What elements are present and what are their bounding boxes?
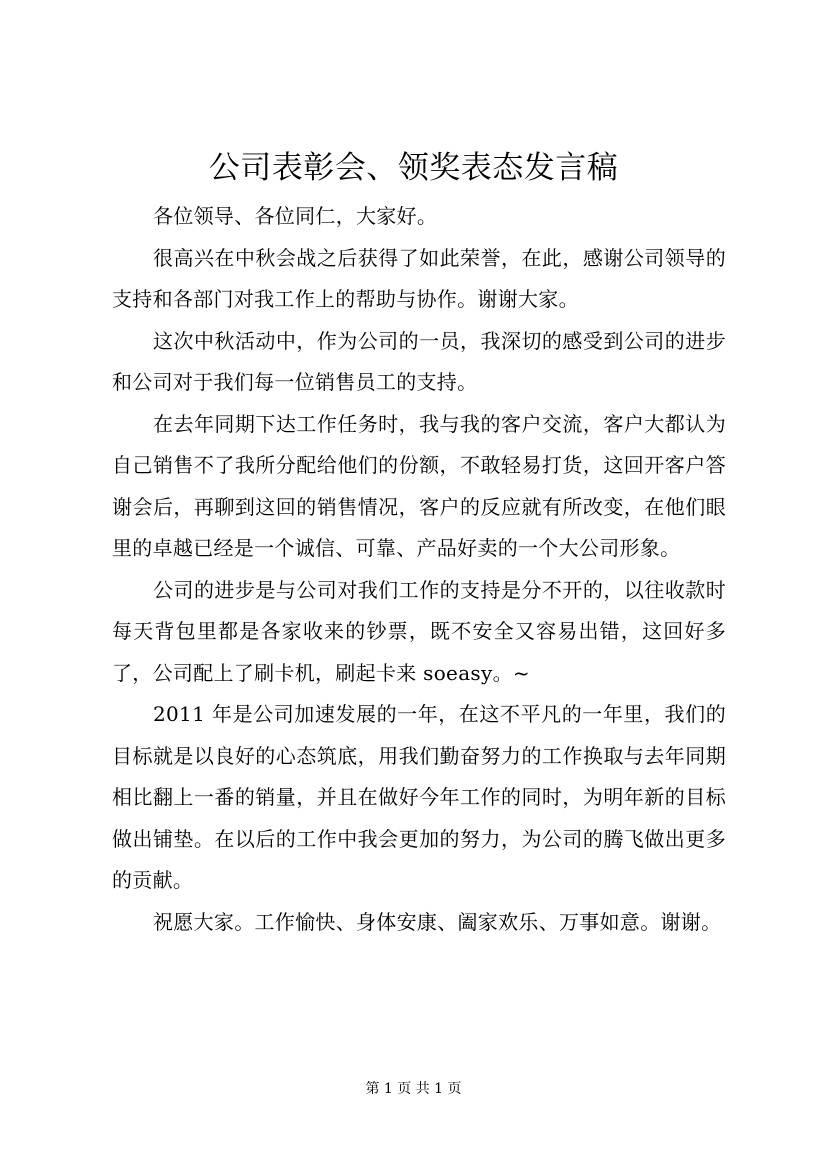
paragraph-greeting: 各位领导、各位同仁，大家好。: [153, 204, 438, 228]
page-number-footer: 第 1 页 共 1 页: [365, 1081, 462, 1097]
paragraph-2011-goals: 2011 年是公司加速发展的一年，在这不平凡的一年里，我们的目标就是以良好的心态筑底，用我们勤奋努力的工作换取与去年同期相比翻上一番的销量，并且在做好今年工作的同时，为明年新的目标做出铺垫。在以后的工作中我会更加的努力，为公司的腾飞做出更多的贡献。: [112, 702, 726, 892]
paragraph-mid-autumn: 这次中秋活动中，作为公司的一员，我深切的感受到公司的进步和公司对于我们每一位销售员工的支持。: [112, 328, 726, 394]
paragraph-closing: 祝愿大家。工作愉快、身体安康、阖家欢乐、万事如意。谢谢。: [153, 909, 722, 934]
document-title: 公司表彰会、领奖表态发言稿: [208, 150, 619, 186]
paragraph-thanks: 很高兴在中秋会战之后获得了如此荣誉，在此，感谢公司领导的支持和各部门对我工作上的帮助与协作。谢谢大家。: [112, 245, 726, 311]
paragraph-progress: 公司的进步是与公司对我们工作的支持是分不开的，以往收款时每天背包里都是各家收来的钞票，既不安全又容易出错，这回好多了，公司配上了刷卡机，刷起卡来 soeasy。~: [112, 577, 726, 685]
paragraph-customers: 在去年同期下达工作任务时，我与我的客户交流，客户大都认为自己销售不了我所分配给他们的份额，不敢轻易打货，这回开客户答谢会后，再聊到这回的销售情况，客户的反应就有所改变，在他们眼里的卓越已经是一个诚信、可靠、产品好卖的一个大公司形象。: [112, 411, 726, 560]
document-body: [112, 196, 726, 943]
